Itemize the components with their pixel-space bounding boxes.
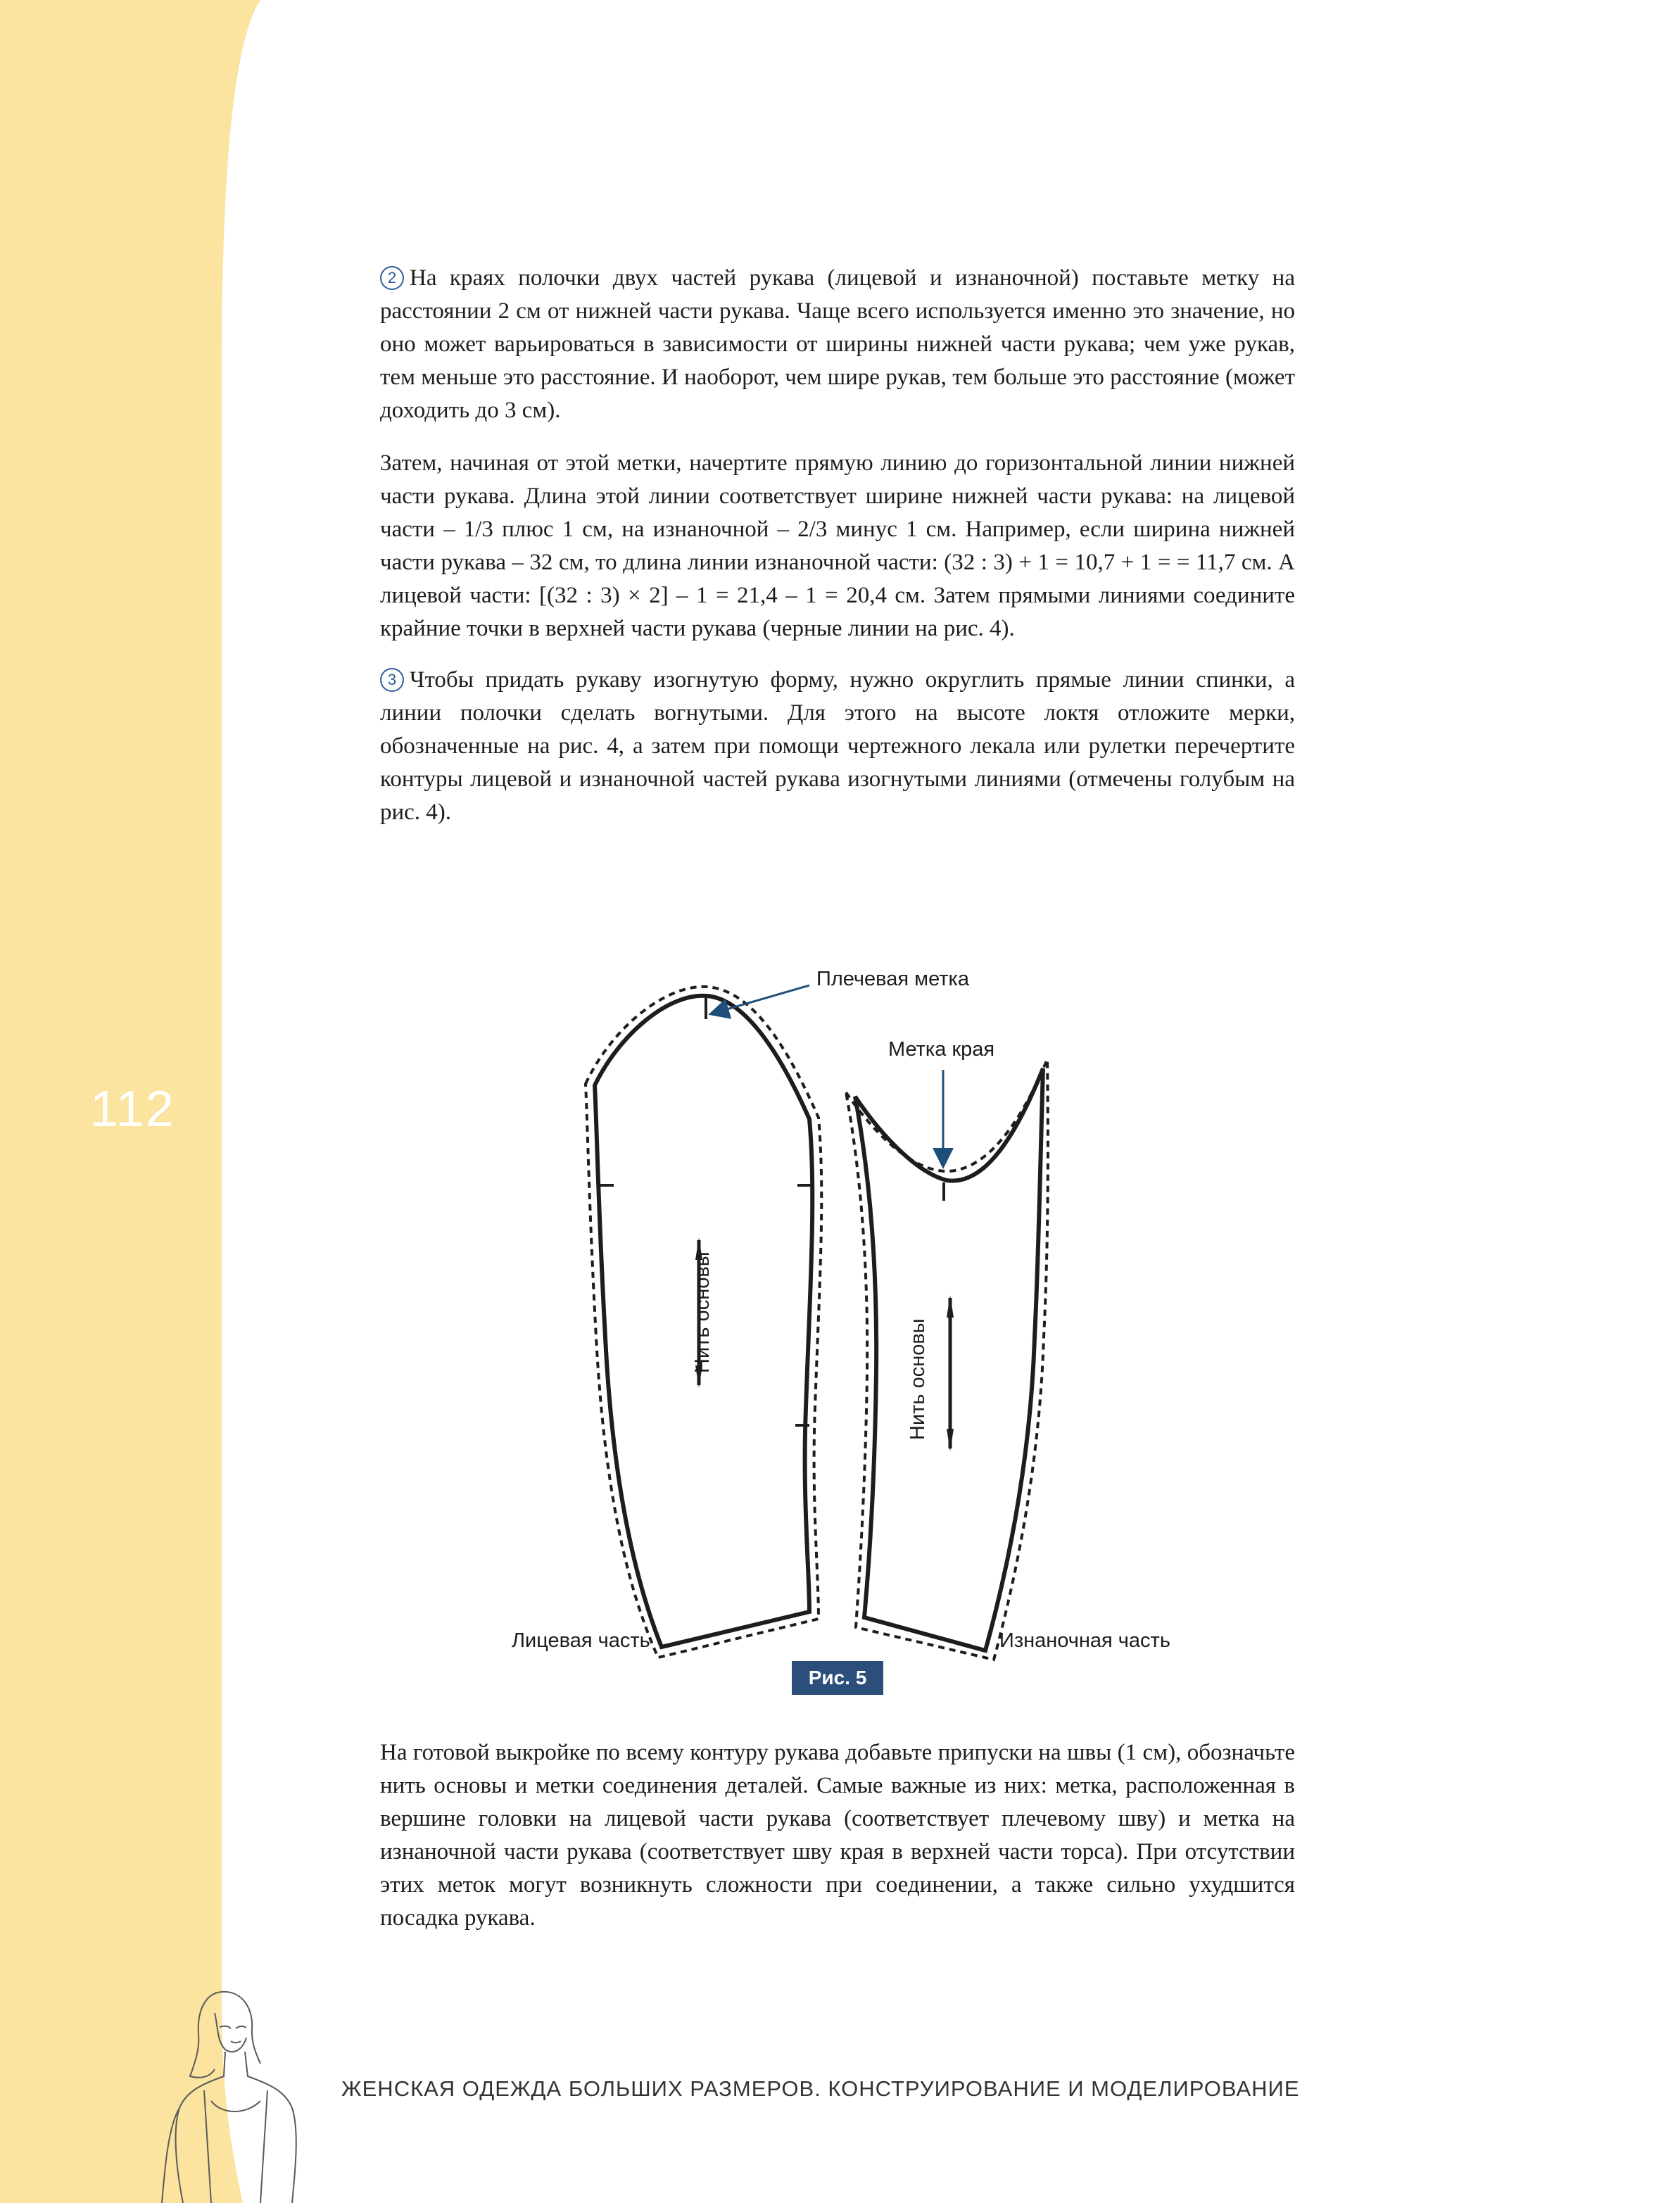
grainline-label-text: Нить основы	[691, 1251, 714, 1373]
grainline-arrowhead	[947, 1429, 954, 1451]
grainline-arrowhead	[947, 1295, 954, 1318]
edge-mark-label: Метка края	[888, 1038, 995, 1061]
paragraph-text: На краях полочки двух частей рукава (лицевой и изнаночной) поставьте метку на расстоянии 2 см от нижней части рукава. Чаще всего используется именно это значение, но оно может варьироваться в зависимости от ширины нижней части рукава; чем уже рукав, тем меньше это расстояние. И наоборот, чем шире рукав, тем больше это расстояние (может доходить до 3 см).	[380, 265, 1295, 423]
shoulder-mark-label: Плечевая метка	[816, 968, 969, 990]
shoulder-mark-pointer	[712, 985, 809, 1014]
paragraph-text: Чтобы придать рукаву изогнутую форму, нужно округлить прямые линии спинки, а линии полочки сделать вогнутыми. Для этого на высоте локтя отложите мерки, обозначенные на рис. 4, а затем при помощи чертежного лекала или рулетки перечертите контуры лицевой и изнаночной частей рукава изогнутыми линиями (отмечены голубым на рис. 4).	[380, 667, 1295, 825]
back-part-label: Изнаночная часть	[999, 1629, 1170, 1652]
paragraph-finishing	[380, 1736, 1295, 1935]
paragraph-text: Затем, начиная от этой метки, начертите прямую линию до горизонтальной линии нижней части рукава. Длина этой линии соответствует ширине нижней части рукава: на лицевой части – 1/3 плюс 1 см, на изнаночной – 2/3 минус 1 см. Например, если ширина нижней части рукава – 32 см, то длина линии изнаночной части: (32 : 3) + 1 = 10,7 + 1 = = 11,7 см. А лицевой части: [(32 : 3) × 2] – 1 = 21,4 – 1 = 20,4 см. Затем прямыми линиями соедините крайние точки в верхней части рукава (черные линии на рис. 4).	[380, 450, 1295, 641]
front-part-label: Лицевая часть	[512, 1629, 650, 1652]
grainline-label-text: Нить основы	[907, 1318, 929, 1440]
footer-book-title: ЖЕНСКАЯ ОДЕЖДА БОЛЬШИХ РАЗМЕРОВ. КОНСТРУИРОВАНИЕ И МОДЕЛИРОВАНИЕ	[341, 2076, 1300, 2101]
step-marker: 3	[380, 668, 404, 692]
paragraph-text: На готовой выкройке по всему контуру рукава добавьте припуски на швы (1 см), обозначьте нить основы и метки соединения деталей. Самые важные из них: метка, расположенная в вершине головки на лицевой части рукава (соответствует плечевому шву) и метка на изнаночной части рукава (соответствует шву края в верхней части торса). При отсутствии этих меток могут возникнуть сложности при соединении, а также сильно ухудшится посадка рукава.	[380, 1740, 1295, 1931]
woman-illustration	[155, 1985, 317, 2203]
step-marker: 2	[380, 266, 404, 290]
back-sleeve-piece	[846, 1059, 1048, 1660]
figure-caption: Рис. 5	[792, 1661, 883, 1695]
page-number: 112	[90, 1081, 175, 1137]
